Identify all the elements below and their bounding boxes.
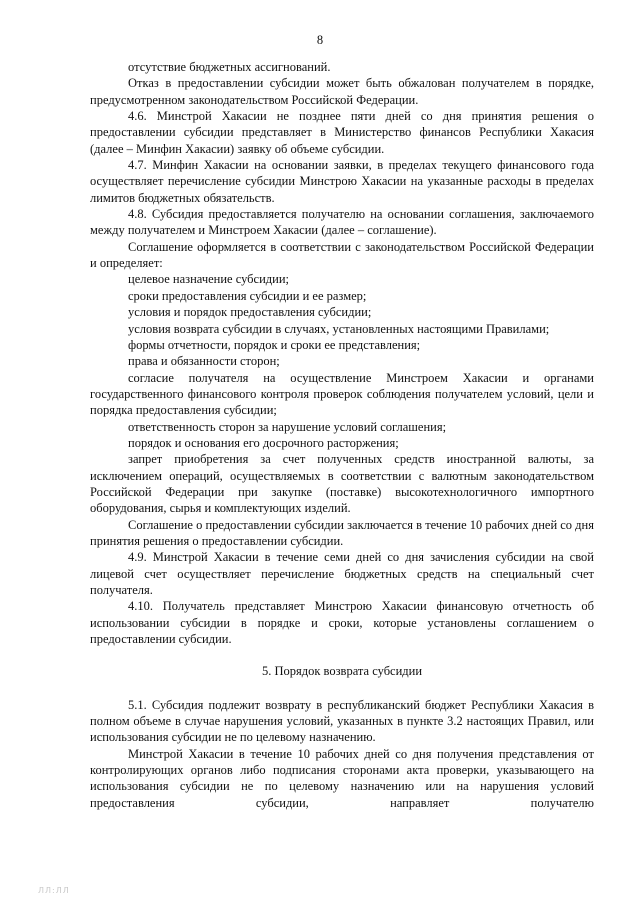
document-body	[90, 59, 594, 811]
scan-mark: ЛЛ:ЛЛ	[38, 886, 70, 895]
list-item-audit-consent: согласие получателя на осуществление Минстроем Хакасии и органами государственного финансового контроля проверок соблюдения получателем условий, цели и порядка предоставления субсидии;	[90, 370, 594, 418]
list-item-conditions: условия и порядок предоставления субсидии;	[128, 305, 372, 320]
paragraph-4-6: 4.6. Минстрой Хакасии не позднее пяти дней со дня принятия решения о предоставлении субсидии представляет в Министерство финансов Республики Хакасия (далее – Минфин Хакасии) заявку об объеме субсидии.	[90, 109, 594, 156]
paragraph-4-7: 4.7. Минфин Хакасии на основании заявки, в пределах текущего финансового года осуществляет перечисление субсидии Минстрою Хакасии на указанные расходы в пределах лимитов бюджетных обязательств.	[90, 158, 594, 205]
paragraph-return-procedure: Минстрой Хакасии в течение 10 рабочих дней со дня получения представления от контролирующих органов либо подписания сторонами акта проверки, указывающего на использования субсидии не по целевому назначению или на нарушения условий предоставления субсидии, направляет получателю	[90, 746, 594, 810]
list-item-termination: порядок и основания его досрочного расторжения;	[128, 435, 399, 450]
paragraph-refusal-appeal: Отказ в предоставлении субсидии может быть обжалован получателем в порядке, предусмотренном законодательством Российской Федерации.	[90, 76, 594, 107]
paragraph-4-10: 4.10. Получатель представляет Минстрою Хакасии финансовую отчетность об использовании субсидии в порядке и сроки, которые установлены соглашением о предоставлении субсидии.	[90, 599, 594, 647]
paragraph-5-1: 5.1. Субсидия подлежит возврату в республиканский бюджет Республики Хакасия в полном объеме в случае нарушения условий, указанных в пункте 3.2 настоящих Правил, или использования субсидии не по целевому назначению.	[90, 697, 594, 745]
list-item-liability: ответственность сторон за нарушение условий соглашения;	[128, 419, 447, 434]
list-item-rights: права и обязанности сторон;	[128, 354, 280, 369]
paragraph-agreement-timing: Соглашение о предоставлении субсидии заключается в течение 10 рабочих дней со дня принятия решения о предоставлении субсидии.	[90, 517, 594, 548]
paragraph-agreement-defines: Соглашение оформляется в соответствии с законодательством Российской Федерации и определяет:	[90, 239, 594, 271]
page-number: 8	[316, 33, 324, 47]
section-heading: 5. Порядок возврата субсидии	[261, 664, 423, 679]
list-item-currency-ban: запрет приобретения за счет полученных средств иностранной валюты, за исключением операций, осуществляемых в соответствии с валютным законодательством Российской Федерации при закупке (поставке) высокотехнологичного импортного оборудования, сырья и комплектующих изделий.	[90, 452, 594, 516]
list-item-purpose: целевое назначение субсидии;	[128, 272, 289, 287]
paragraph-4-9: 4.9. Минстрой Хакасии в течение семи дней со дня зачисления субсидии на свой лицевой счет осуществляет перечисление бюджетных средств на специальный счет получателя.	[90, 550, 594, 597]
list-item-terms-amount: сроки предоставления субсидии и ее размер;	[128, 288, 367, 303]
paragraph-4-8: 4.8. Субсидия предоставляется получателю на основании соглашения, заключаемого между получателем и Минстроем Хакасии (далее – соглашение).	[90, 207, 594, 238]
list-item-return-conditions: условия возврата субсидии в случаях, установленных настоящими Правилами;	[128, 321, 550, 336]
list-item-reporting: формы отчетности, порядок и сроки ее представления;	[128, 337, 421, 352]
paragraph-no-allocations: отсутствие бюджетных ассигнований.	[128, 60, 331, 74]
